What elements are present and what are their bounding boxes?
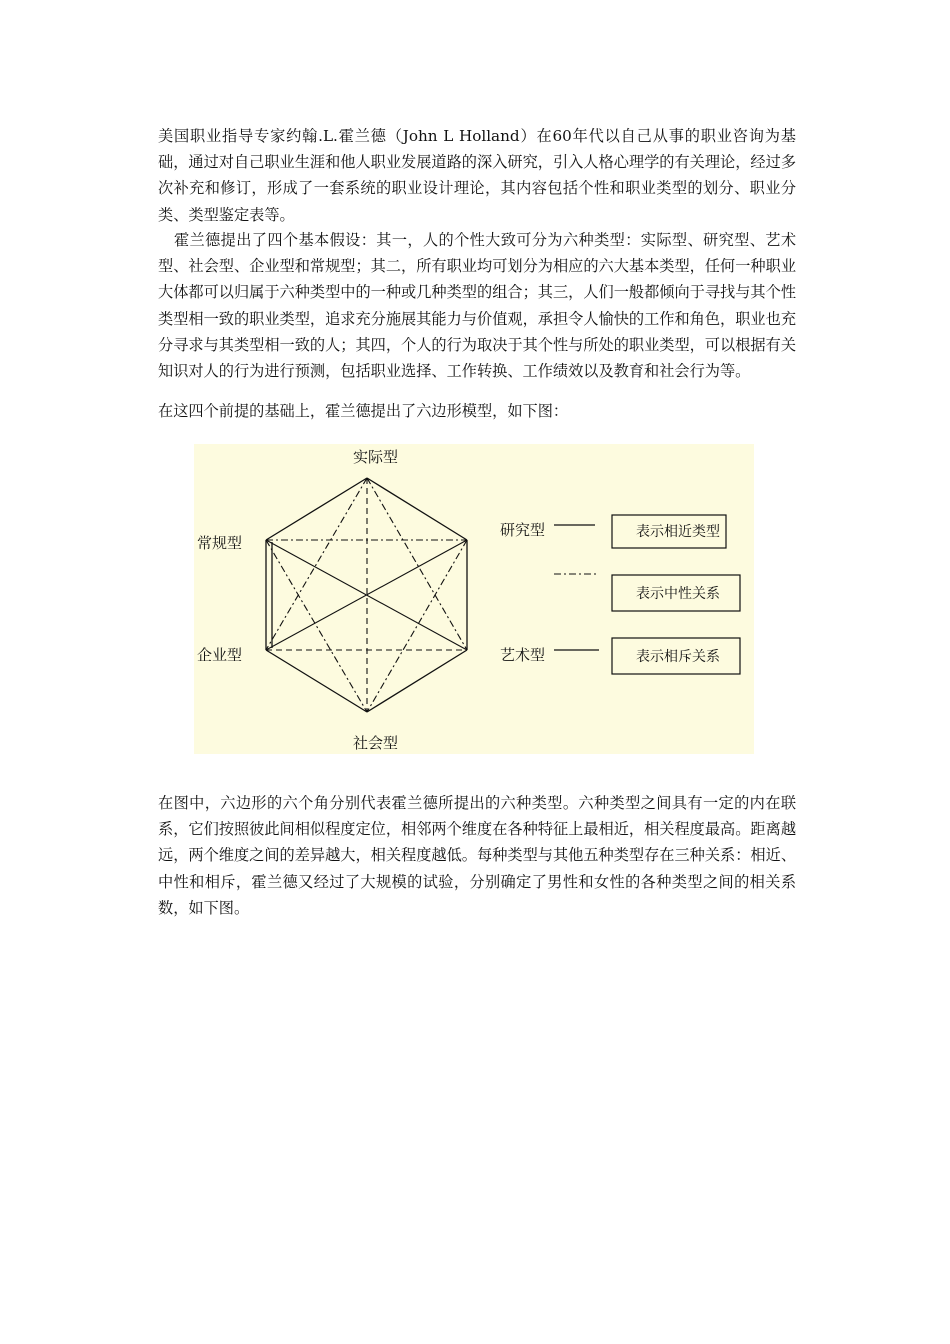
edge-top-upper-right (367, 478, 467, 540)
legend-item-similar (554, 515, 726, 548)
vertex-label-lower-right: 艺术型 (500, 646, 546, 664)
paragraph-model-explanation: 在图中，六边形的六个角分别代表霍兰德所提出的六种类型。六种类型之间具有一定的内在联系，它们按照彼此间相似程度定位，相邻两个维度在各种特征上最相近，相关程度最高。距离越远，两个维度之间的差异越大，相关程度越低。每种类型与其他五种类型存在三种关系：相近、中性和相斥，霍兰德又经过了大规模的试验，分别确定了男性和女性的各种类型之间的相关系数，如下图。 (158, 794, 796, 917)
legend-item-opposite (554, 638, 740, 674)
vertex-label-lower-left: 企业型 (197, 646, 243, 664)
vertex-label-upper-left: 常规型 (197, 534, 243, 552)
legend-label-neutral: 表示中性关系 (636, 586, 720, 602)
neutral-top-lower-right (367, 478, 467, 650)
legend (554, 515, 740, 674)
hexagon-diagram (194, 444, 754, 754)
paragraph-intro: 美国职业指导专家约翰.L.霍兰德（John L Holland）在60年代以自己从事的职业咨询为基础，通过对自己职业生涯和他人职业发展道路的深入研究，引入人格心理学的有关理论，经过多次补充和修订，形成了一套系统的职业设计理论，其内容包括个性和职业类型的划分、职业分类、类型鉴定表等。 (158, 127, 796, 224)
paragraph-hypotheses: 霍兰德提出了四个基本假设：其一，人的个性大致可分为六种类型：实际型、研究型、艺术型、社会型、企业型和常规型；其二，所有职业均可划分为相应的六大基本类型，任何一种职业大体都可以归属于六种类型中的一种或几种类型的组合；其三，人们一般都倾向于寻找与其个性类型相一致的职业类型，追求充分施展其能力与价值观，承担令人愉快的工作和角色，职业也充分寻求与其类型相一致的人；其四，个人的行为取决于其个性与所处的职业类型，可以根据有关知识对人的行为进行预测，包括职业选择、工作转换、工作绩效以及教育和社会行为等。 (158, 231, 796, 381)
vertex-label-bottom: 社会型 (353, 734, 399, 752)
vertex-label-upper-right: 研究型 (500, 521, 546, 539)
neutral-top-lower-left (266, 478, 367, 650)
neutral-upper-left-bottom (266, 540, 367, 712)
edge-upper-left-top (266, 478, 367, 540)
legend-label-opposite: 表示相斥关系 (636, 649, 720, 665)
edge-lower-right-bottom (367, 650, 467, 712)
edge-bottom-lower-left (266, 650, 367, 712)
paragraph-model-intro: 在这四个前提的基础上，霍兰德提出了六边形模型，如下图： (158, 402, 569, 420)
hexagon-model-figure (194, 444, 754, 754)
neutral-upper-right-bottom (367, 540, 467, 712)
vertex-label-top: 实际型 (353, 448, 399, 466)
legend-item-neutral (554, 574, 740, 611)
legend-label-similar: 表示相近类型 (636, 524, 720, 540)
